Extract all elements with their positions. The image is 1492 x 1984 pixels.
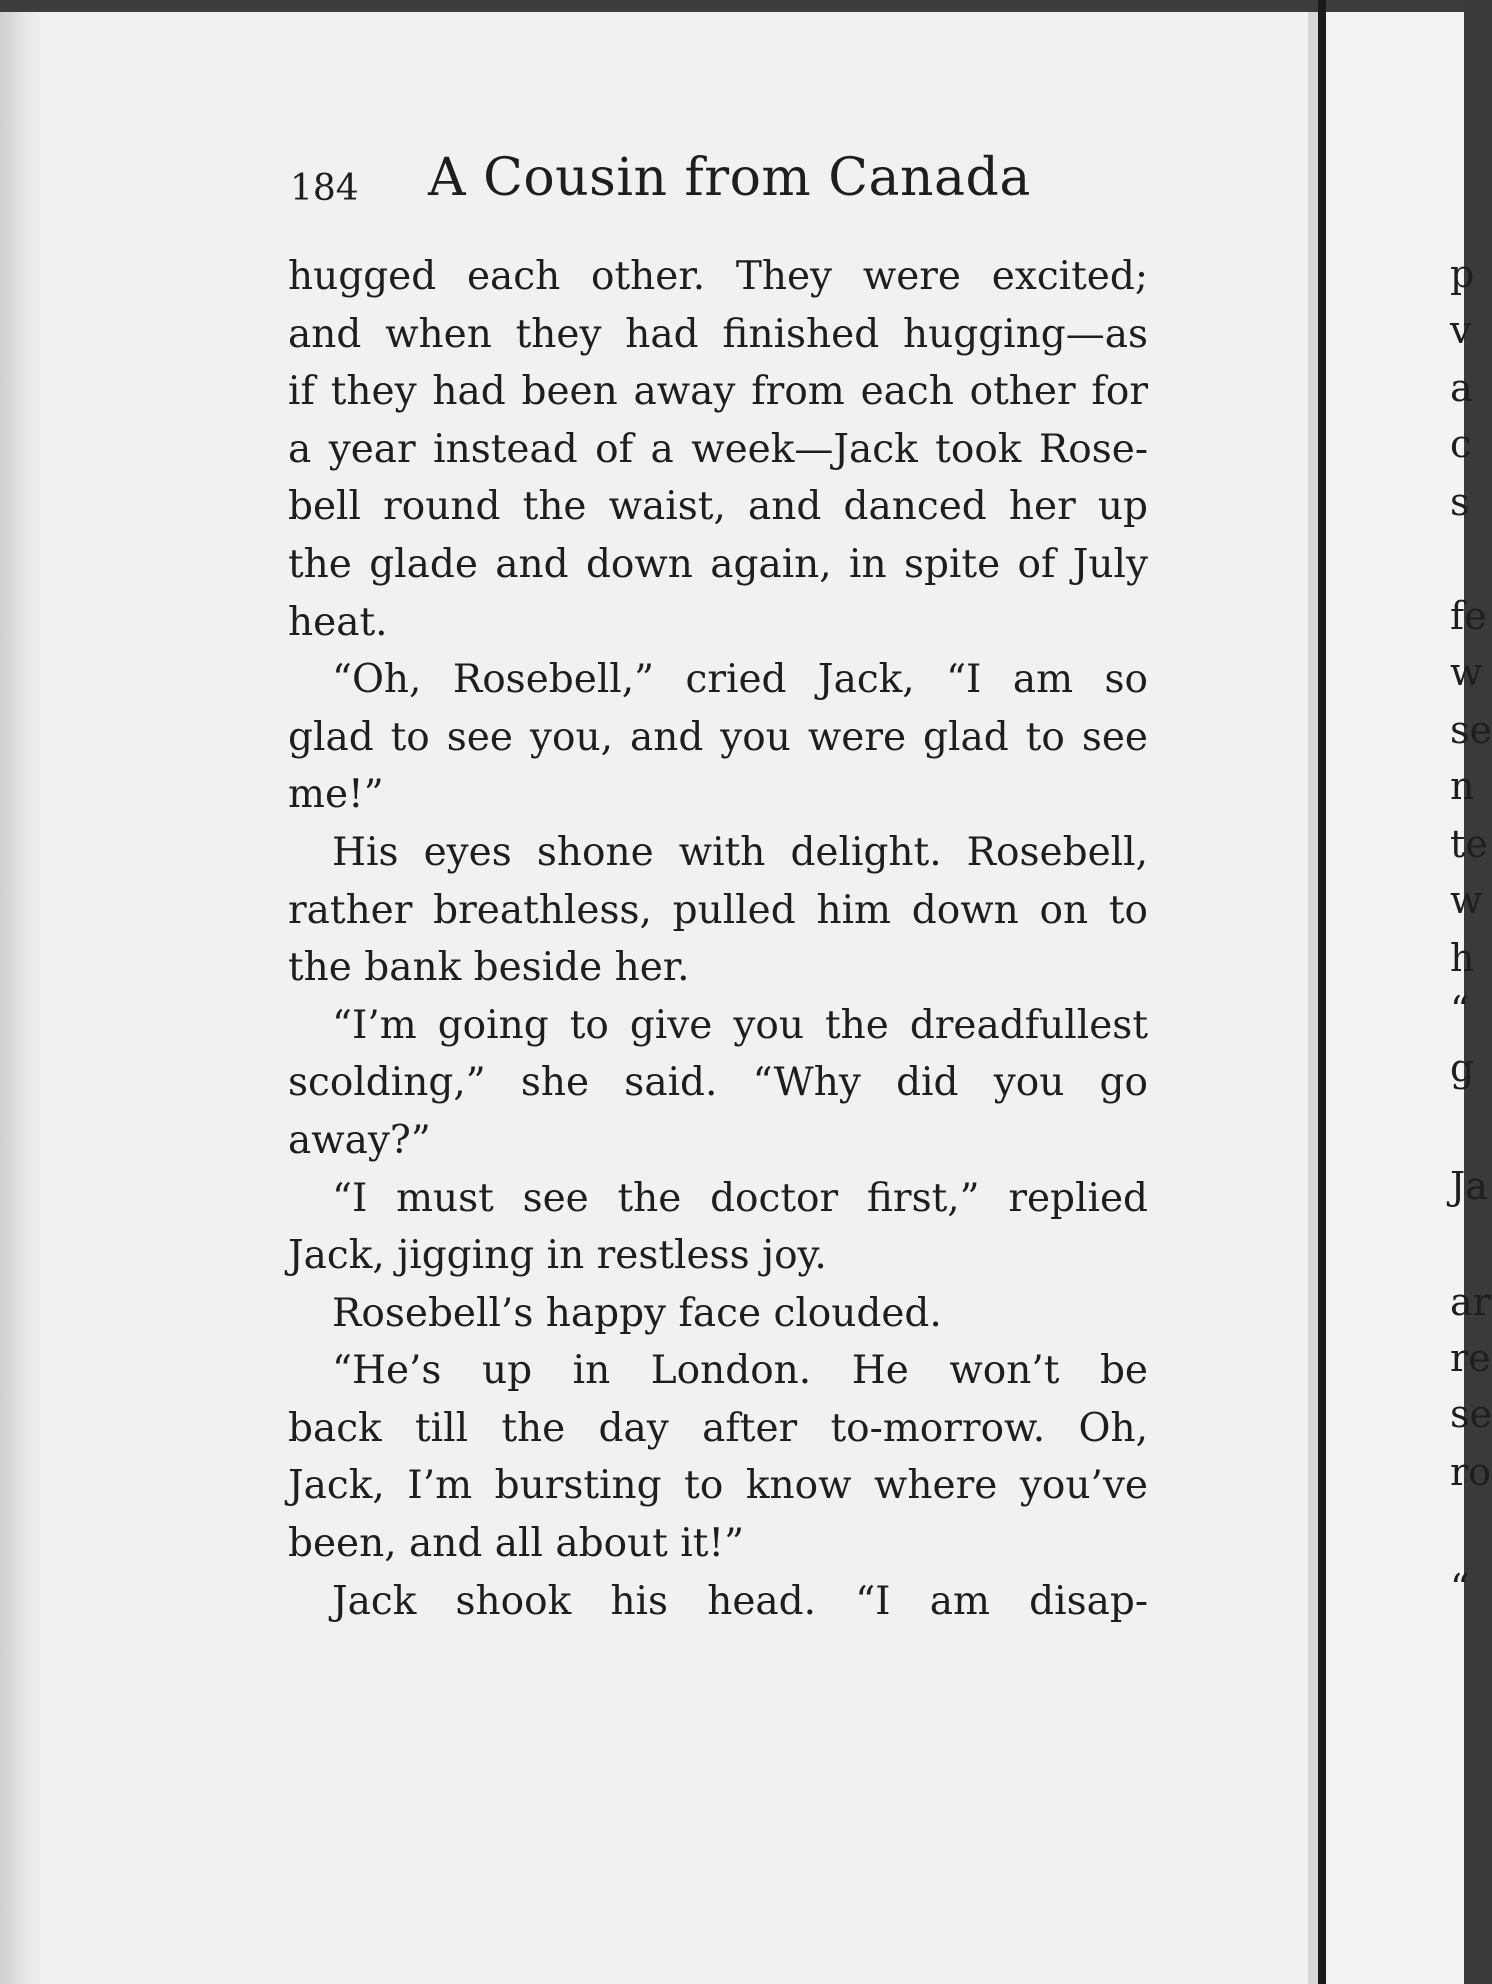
text-line: the bank beside her. bbox=[288, 945, 690, 991]
text-line: me!” bbox=[288, 772, 384, 818]
body-text bbox=[288, 248, 1148, 1630]
text-line: “He’s up in London. He won’t be bbox=[332, 1348, 1148, 1394]
text-line: back till the day after to-morrow. Oh, bbox=[288, 1405, 1148, 1451]
right-page-fragment: h bbox=[1450, 936, 1475, 980]
text-line: away?” bbox=[288, 1117, 431, 1163]
right-page-fragment: ro bbox=[1450, 1450, 1492, 1494]
running-title: A Cousin from Canada bbox=[428, 148, 1031, 208]
right-page-fragment: a bbox=[1450, 366, 1473, 410]
text-line: glad to see you, and you were glad to see bbox=[288, 714, 1148, 760]
text-line: a year instead of a week—Jack took Rose- bbox=[288, 426, 1148, 472]
right-page-fragment: “ bbox=[1450, 1566, 1470, 1610]
right-page-fragment: p bbox=[1450, 252, 1475, 296]
right-page-fragment: ar bbox=[1450, 1280, 1491, 1324]
text-line: the glade and down again, in spite of July bbox=[288, 541, 1148, 587]
text-line: Jack, jigging in restless joy. bbox=[288, 1233, 827, 1279]
right-page-fragment: Ja bbox=[1450, 1164, 1488, 1208]
right-page-fragment: v bbox=[1450, 308, 1472, 352]
right-page-fragment: s bbox=[1450, 480, 1470, 524]
left-page-edge-shadow bbox=[0, 12, 46, 1984]
right-page-fragment: c bbox=[1450, 422, 1472, 466]
left-page-content bbox=[288, 148, 1148, 1630]
text-line: “I’m going to give you the dreadfullest bbox=[332, 1002, 1148, 1048]
text-line: Rosebell’s happy face clouded. bbox=[332, 1290, 942, 1336]
text-line: Jack shook his head. “I am disap- bbox=[332, 1578, 1148, 1624]
right-page-fragment: re bbox=[1450, 1336, 1491, 1380]
text-line: rather breathless, pulled him down on to bbox=[288, 887, 1148, 933]
text-line: “Oh, Rosebell,” cried Jack, “I am so bbox=[332, 657, 1148, 703]
text-line: scolding,” she said. “Why did you go bbox=[288, 1060, 1148, 1106]
running-head bbox=[288, 148, 1148, 228]
text-line: Jack, I’m bursting to know where you’ve bbox=[288, 1463, 1148, 1509]
text-line: been, and all about it!” bbox=[288, 1521, 745, 1567]
text-line: if they had been away from each other for bbox=[288, 369, 1148, 415]
right-page-fragment: fe bbox=[1450, 594, 1487, 638]
right-page-fragment: g bbox=[1450, 1046, 1475, 1090]
text-line: hugged each other. They were excited; bbox=[288, 254, 1148, 299]
right-page-fragment: se bbox=[1450, 1392, 1492, 1436]
text-line: bell round the waist, and danced her up bbox=[288, 484, 1148, 530]
text-line: heat. bbox=[288, 599, 388, 645]
text-line: His eyes shone with delight. Rosebell, bbox=[332, 829, 1148, 875]
right-page-fragment: w bbox=[1450, 650, 1483, 694]
text-line: and when they had finished hugging—as bbox=[288, 311, 1148, 357]
right-page-fragment: te bbox=[1450, 822, 1488, 866]
right-page bbox=[1326, 12, 1464, 1984]
page-number: 184 bbox=[290, 168, 359, 209]
right-page-fragment: n bbox=[1450, 764, 1475, 808]
text-line: “I must see the doctor first,” replied bbox=[332, 1175, 1148, 1221]
right-page-fragment: “ bbox=[1450, 988, 1470, 1032]
right-page-fragment: w bbox=[1450, 878, 1483, 922]
right-page-fragment: se bbox=[1450, 708, 1492, 752]
book-spine bbox=[1318, 0, 1326, 1984]
